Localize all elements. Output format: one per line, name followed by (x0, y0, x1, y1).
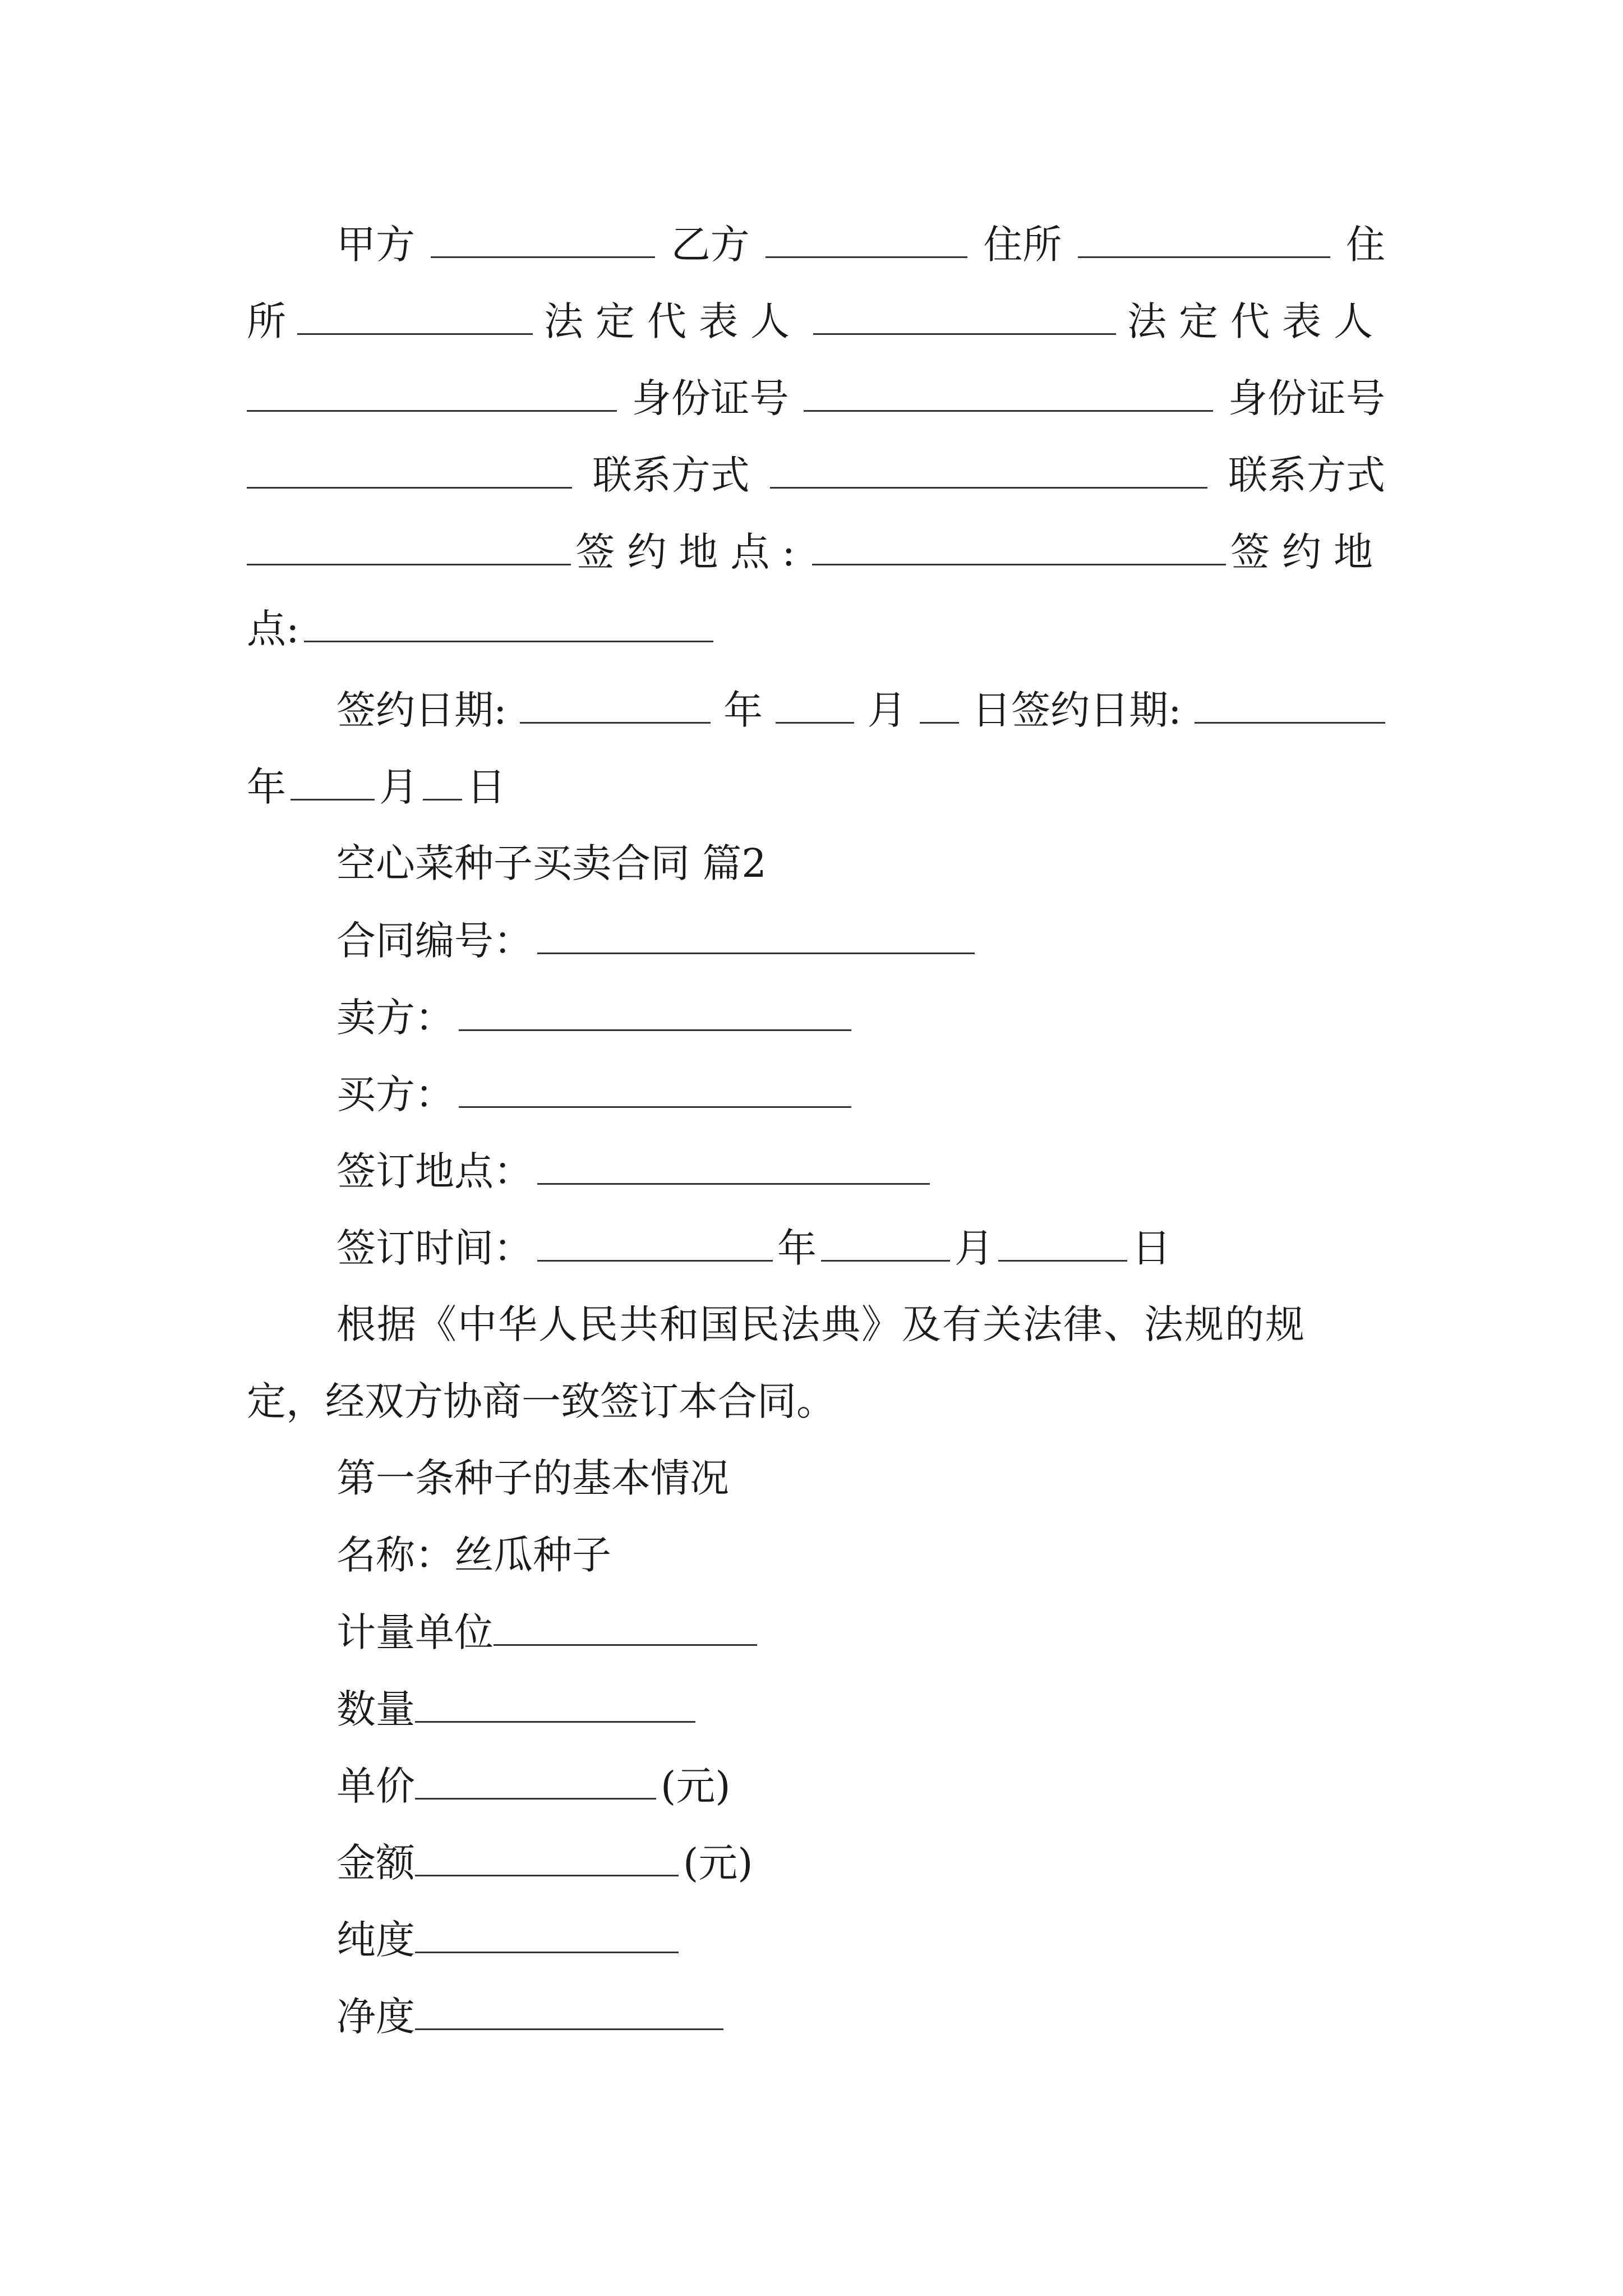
contract-no-blank[interactable] (537, 912, 975, 954)
sign-date-a-day-blank[interactable] (920, 682, 959, 724)
sign-time-month-blank[interactable] (821, 1220, 950, 1262)
amount-blank[interactable] (415, 1834, 679, 1876)
intro-paragraph-line-1: 根据《中华人民共和国民法典》及有关法律、法规的规 (336, 1301, 1306, 1347)
seller-label: 卖方： (336, 995, 454, 1041)
address-b-blank[interactable] (297, 293, 533, 335)
purity-line (336, 1911, 1385, 1967)
price-unit: (元) (661, 1763, 731, 1809)
section-title: 空心菜种子买卖合同 篇2 (336, 840, 767, 886)
purity-label: 纯度 (336, 1917, 415, 1963)
contact-b-label: 联系方式 (1228, 452, 1385, 498)
day-label-b: 日 (467, 764, 506, 810)
address-b-label-end: 所 (247, 298, 286, 344)
sign-time-label: 签订时间： (336, 1225, 533, 1271)
amount-line (336, 1834, 1385, 1890)
party-a-label: 甲方 (336, 222, 415, 268)
party-line-3 (247, 370, 1385, 426)
id-b-label: 身份证号 (1228, 375, 1385, 421)
sign-place-blank[interactable] (537, 1143, 930, 1185)
article-1-title: 第一条种子的基本情况 (336, 1455, 729, 1501)
party-line-1 (336, 216, 1385, 272)
year-label: 年 (723, 687, 763, 733)
sign-date-a-year-blank[interactable] (520, 682, 711, 724)
legal-rep-a-blank[interactable] (813, 293, 1116, 335)
sign-date-b-month-blank[interactable] (291, 758, 375, 800)
sign-time-month-label: 月 (955, 1225, 994, 1271)
unit-label: 计量单位 (336, 1609, 494, 1655)
contract-no-line (336, 912, 1385, 968)
month-label-b: 月 (379, 764, 418, 810)
sign-time-day-label: 日 (1132, 1225, 1171, 1271)
seed-name: 名称：丝瓜种子 (336, 1532, 611, 1578)
party-b-blank[interactable] (766, 216, 967, 258)
address-a-blank[interactable] (1078, 216, 1330, 258)
sign-date-line (336, 682, 1385, 738)
price-label: 单价 (336, 1763, 415, 1809)
sign-place-b-label-start: 签约地 (1230, 529, 1385, 575)
quantity-blank[interactable] (415, 1681, 695, 1723)
buyer-blank[interactable] (459, 1066, 851, 1108)
quantity-label: 数量 (336, 1686, 415, 1732)
address-b-label-start: 住 (1345, 222, 1385, 268)
unit-line (336, 1604, 1385, 1660)
party-b-label: 乙方 (671, 222, 750, 268)
sign-time-line (336, 1220, 1385, 1276)
price-line (336, 1757, 1385, 1814)
sign-place-line (336, 1143, 1385, 1199)
sign-date-a-label: 签约日期: (336, 687, 507, 733)
purity-blank[interactable] (415, 1911, 679, 1953)
sign-date-b-day-blank[interactable] (423, 758, 462, 800)
id-a-label: 身份证号 (631, 375, 789, 421)
id-a-blank[interactable] (804, 370, 1213, 412)
legal-rep-b-blank[interactable] (247, 370, 617, 412)
party-line-5 (247, 523, 1385, 579)
unit-blank[interactable] (494, 1604, 757, 1646)
sign-place-b-label-end: 点: (247, 606, 299, 652)
sign-time-year-label: 年 (777, 1225, 817, 1271)
sign-place-label: 签订地点： (336, 1148, 533, 1194)
buyer-label: 买方： (336, 1071, 454, 1117)
year-label-b: 年 (247, 764, 286, 810)
sign-date-b-year-blank[interactable] (1195, 682, 1385, 724)
id-b-blank[interactable] (247, 447, 572, 489)
price-blank[interactable] (415, 1757, 656, 1800)
contact-b-blank[interactable] (247, 523, 571, 565)
amount-label: 金额 (336, 1840, 415, 1886)
buyer-line (336, 1066, 1385, 1122)
sign-date-a-month-blank[interactable] (776, 682, 854, 724)
legal-rep-a-label: 法定代表人 (544, 298, 802, 344)
sign-time-year-blank[interactable] (537, 1220, 773, 1262)
sign-place-a-label: 签约地点: (575, 529, 808, 575)
sign-date-line-2 (247, 758, 1385, 815)
address-label: 住所 (983, 222, 1062, 268)
contact-a-blank[interactable] (770, 447, 1207, 489)
sign-place-b-blank[interactable] (304, 600, 713, 642)
cleanliness-line (336, 1988, 1385, 2044)
party-line-4 (247, 447, 1385, 503)
amount-unit: (元) (683, 1840, 753, 1886)
sign-place-a-blank[interactable] (812, 523, 1226, 565)
seller-line (336, 989, 1385, 1045)
legal-rep-b-label: 法定代表人 (1127, 298, 1385, 344)
quantity-line (336, 1681, 1385, 1737)
cleanliness-blank[interactable] (415, 1988, 723, 2030)
party-a-blank[interactable] (431, 216, 655, 258)
month-label: 月 (867, 687, 907, 733)
contact-a-label: 联系方式 (592, 452, 750, 498)
party-line-6 (247, 600, 1385, 656)
sign-time-day-blank[interactable] (998, 1220, 1127, 1262)
contract-no-label: 合同编号： (336, 918, 533, 964)
intro-paragraph-line-2: 定，经双方协商一致签订本合同。 (247, 1378, 836, 1424)
seller-blank[interactable] (459, 989, 851, 1031)
party-line-2 (247, 293, 1385, 349)
cleanliness-label: 净度 (336, 1994, 415, 2040)
day-and-sign-date-b-label: 日签约日期: (972, 687, 1182, 733)
